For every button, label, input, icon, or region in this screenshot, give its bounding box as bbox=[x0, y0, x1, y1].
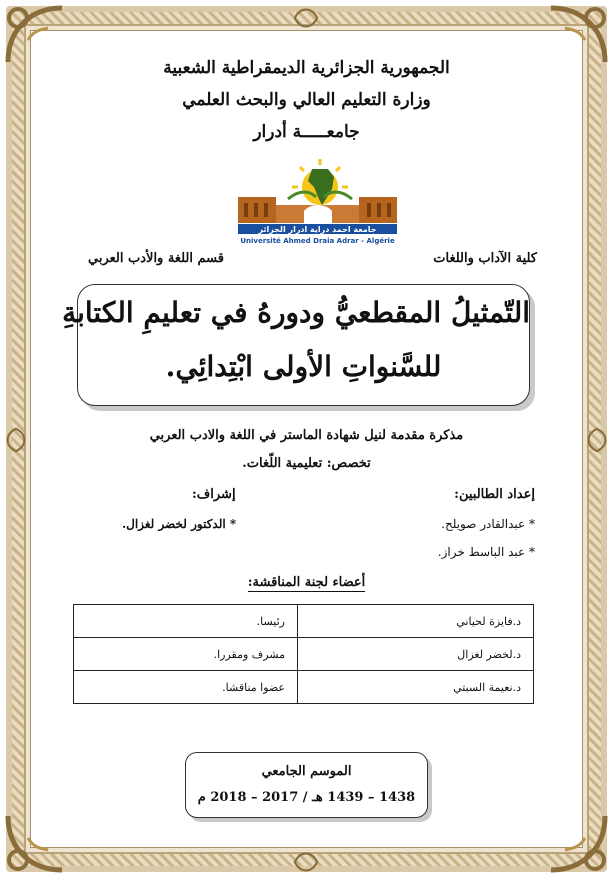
department-label: قسم اللغة والأدب العربي bbox=[88, 251, 224, 266]
table-row bbox=[74, 671, 534, 704]
thesis-title-line-1: التّمثيلُ المقطعيُّ ودورهُ في تعليمِ الكتابةِ bbox=[62, 296, 530, 329]
supervisor-name: * الدكتور لخضر لغزال. bbox=[122, 517, 237, 531]
member-role: مشرف ومقررا. bbox=[74, 638, 298, 671]
table-row bbox=[74, 638, 534, 671]
member-name: د.لخضر لغزال bbox=[298, 638, 534, 671]
committee-table bbox=[73, 604, 534, 704]
corner-ornament-icon bbox=[543, 808, 613, 878]
memo-statement: مذكرة مقدمة لنيل شهادة الماستر في اللغة والادب العربي bbox=[149, 428, 464, 443]
logo-arabic-text: جامعة احمد دراية ادرار الجزائر bbox=[258, 225, 377, 234]
republic-heading: الجمهورية الجزائرية الديمقراطية الشعبية bbox=[163, 58, 450, 78]
specialization: تخصص: تعليمية اللّغات. bbox=[242, 456, 371, 471]
academic-year-box bbox=[185, 752, 428, 818]
faculty-label: كلية الآداب واللغات bbox=[433, 251, 537, 266]
thesis-title-line-2: للسَّنواتِ الأولى ابْتِدائِي. bbox=[165, 350, 442, 383]
member-role: رئيسا. bbox=[74, 605, 298, 638]
supervision-label: إشراف: bbox=[192, 487, 236, 502]
side-ornament-icon bbox=[286, 848, 326, 876]
prepared-by-label: إعداد الطالبين: bbox=[454, 487, 535, 502]
member-role: عضوا مناقشا. bbox=[74, 671, 298, 704]
member-name: د.نعيمة السبتي bbox=[298, 671, 534, 704]
ministry-heading: وزارة التعليم العالي والبحث العلمي bbox=[182, 90, 431, 110]
side-ornament-icon bbox=[286, 4, 326, 32]
university-heading: جامعـــــة أدرار bbox=[253, 122, 360, 142]
academic-year-value: 1438 – 1439 هـ / 2017 – 2018 م bbox=[197, 790, 416, 805]
logo-latin-text: Université Ahmed Draia Adrar - Algérie bbox=[240, 237, 395, 245]
student-name: * عبدالقادر صويلح. bbox=[441, 517, 535, 531]
member-name: د.فايزة لحياني bbox=[298, 605, 534, 638]
academic-year-label: الموسم الجامعي bbox=[261, 764, 352, 779]
committee-title: أعضاء لجنة المناقشة: bbox=[247, 575, 366, 590]
university-logo bbox=[230, 155, 405, 245]
table-row bbox=[74, 605, 534, 638]
student-name: * عبد الباسط خراز. bbox=[437, 545, 535, 559]
corner-ornament-icon bbox=[0, 808, 70, 878]
